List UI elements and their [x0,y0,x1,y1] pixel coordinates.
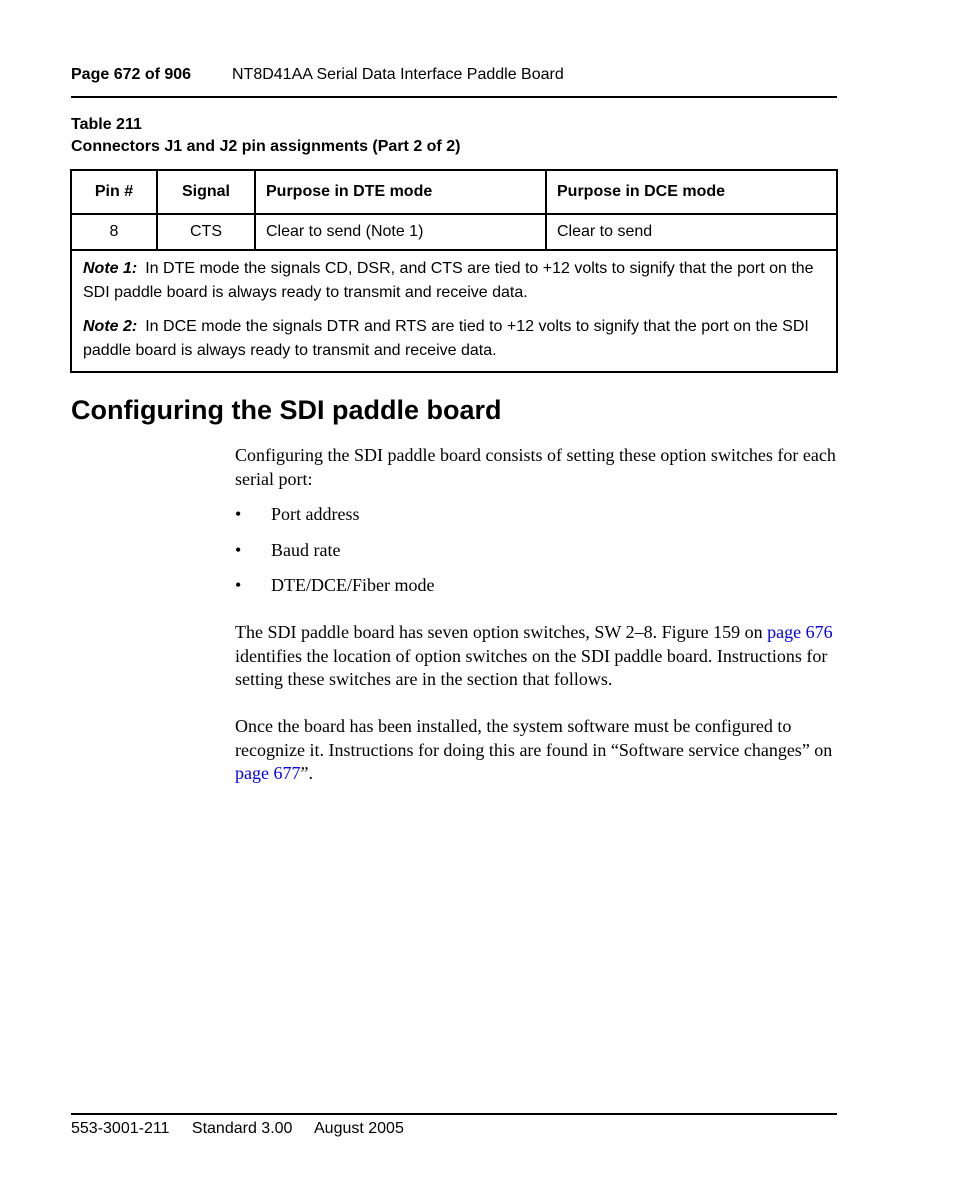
page-footer [71,1113,837,1138]
page-677-link[interactable]: page 677 [235,763,301,783]
column-header-dte: Purpose in DTE mode [255,170,546,214]
table-notes-row [71,250,837,372]
note-1-label: Note 1: [83,260,138,277]
list-item [235,573,434,609]
column-header-signal: Signal [157,170,255,214]
note-2 [83,315,825,363]
table-header-row [71,170,837,214]
cell-dte-purpose: Clear to send (Note 1) [255,214,546,250]
note-1-text: In DTE mode the signals CD, DSR, and CTS are tied to +12 volts to signify that the port on the SDI paddle board is always ready to transmit and receive data. [83,260,814,301]
note-2-label: Note 2: [83,318,138,335]
table-notes [71,250,837,372]
list-item-label: Baud rate [271,539,341,560]
table-caption [71,114,460,158]
switches-text-start: The SDI paddle board has seven option switches, SW 2–8. Figure 159 on [235,622,768,642]
page-number: Page 672 of 906 [71,66,192,83]
option-switch-list [235,502,434,609]
switches-text-end: identifies the location of option switches on the SDI paddle board. Instructions for setting these switches are in the section that follows. [235,645,828,689]
list-item [235,502,434,538]
footer-doc-number: 553-3001-211 [71,1120,170,1137]
note-2-text: In DCE mode the signals DTR and RTS are tied to +12 volts to signify that the port on the SDI paddle board is always ready to transmit and receive data. [83,318,809,359]
list-item [235,538,434,574]
list-item-label: Port address [271,504,360,524]
switches-paragraph [235,621,840,692]
intro-paragraph: Configuring the SDI paddle board consists of setting these option switches for each serial port: [235,445,836,489]
cell-signal: CTS [157,214,255,250]
footer-standard: Standard 3.00 [191,1120,293,1137]
bullet-marker: • [235,539,242,560]
column-header-pin: Pin # [71,170,157,214]
bullet-marker: • [235,504,242,524]
bullet-marker: • [235,575,242,595]
software-text-start: Once the board has been installed, the system software must be configured to recognize it. Instructions for doing this are found in “Software service changes” on [235,716,833,760]
footer-date: August 2005 [314,1120,404,1137]
table-number: Table 211 [71,116,142,133]
note-1 [83,257,825,305]
section-heading: Configuring the SDI paddle board [71,395,502,425]
list-item-label: DTE/DCE/Fiber mode [271,575,435,595]
table-title: Connectors J1 and J2 pin assignments (Part 2 of 2) [71,138,461,155]
software-text-end: ”. [300,763,313,783]
column-header-dce: Purpose in DCE mode [546,170,837,214]
software-paragraph [235,715,840,786]
page-header [71,66,837,98]
table-row [71,214,837,250]
cell-pin: 8 [71,214,157,250]
pin-assignment-table [70,169,838,373]
cell-dce-purpose: Clear to send [546,214,837,250]
document-title: NT8D41AA Serial Data Interface Paddle Board [232,66,564,83]
page-676-link[interactable]: page 676 [767,622,833,642]
